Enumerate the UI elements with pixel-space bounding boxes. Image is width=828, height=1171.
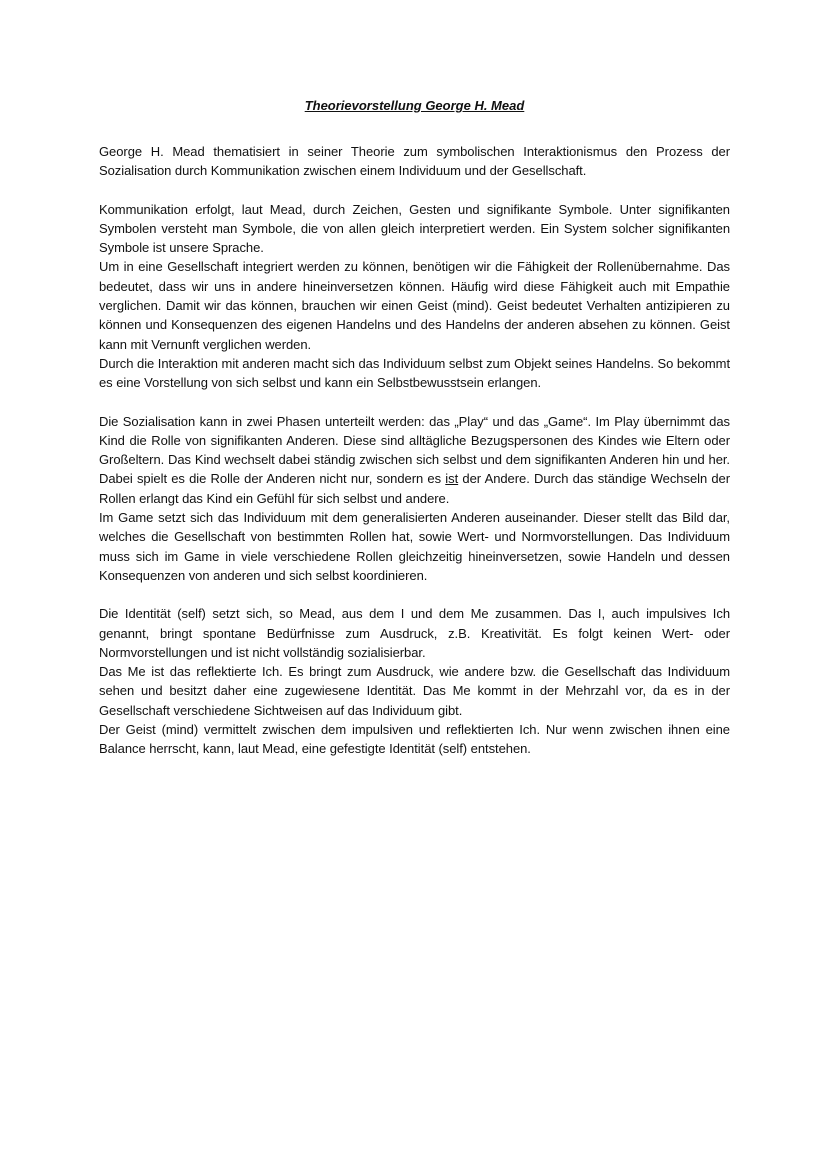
paragraph-communication-symbols: Kommunikation erfolgt, laut Mead, durch Zeichen, Gesten und signifikante Symbole. Unter signifikanten Symbolen versteht man Symbole, die von allen gleich interpretiert werden. Ein System solcher signifikanten Symbole ist unsere Sprache. [99, 201, 730, 256]
paragraph-socialization-play [99, 412, 730, 508]
paragraph-communication [99, 200, 730, 393]
play-text-end: der Andere. Durch das ständige Wechseln der Rollen erlangt das Kind ein Gefühl für sich selbst und andere. [99, 471, 731, 506]
paragraph-identity-me: Das Me ist das reflektierte Ich. Es bringt zum Ausdruck, wie andere bzw. die Gesellschaft das Individuum sehen und besitzt daher eine zugewiesene Identität. Das Me kommt in der Mehrzahl vor, da es in der Gesellschaft verschiedene Sichtweisen auf das Individuum gibt. [99, 664, 730, 718]
paragraph-socialization-game: Im Game setzt sich das Individuum mit dem generalisierten Anderen auseinander. Dieser stellt das Bild dar, welches die Gesellschaft von bestimmten Rollen hat, sowie Wert- und Normvorstellungen. Das Individuum muss sich im Game in viele verschiedene Rollen gleichzeitig hineinversetzen, sowie Handeln und dessen Konsequenzen von anderen und sich selbst koordinieren. [99, 510, 730, 583]
paragraph-identity [99, 604, 730, 758]
underlined-ist: ist [445, 471, 459, 487]
paragraph-intro-text: George H. Mead thematisiert in seiner Theorie zum symbolischen Interaktionismus den Prozess der Sozialisation durch Kommunikation zwischen einem Individuum und der Gesellschaft. [99, 144, 730, 179]
paragraph-socialization [99, 412, 730, 586]
document-title: Theorievorstellung George H. Mead [304, 98, 525, 113]
play-text-start: Die Sozialisation kann in zwei Phasen unterteilt werden: das „Play“ und das „Game“. Im Play übernimmt das Kind die Rolle von signifikanten Anderen. Diese sind alltägliche Bezugspersonen des Kindes wie Eltern oder Großeltern. Das Kind wechselt dabei ständig zwischen sich selbst und dem signifikanten Anderen hin und her. Dabei spielt es die Rolle der Anderen nicht nur, sondern es [99, 413, 730, 487]
paragraph-intro [99, 142, 730, 181]
paragraph-communication-role-taking: Um in eine Gesellschaft integriert werden zu können, benötigen wir die Fähigkeit der Rollenübernahme. Das bedeutet, dass wir uns in andere hineinversetzen können. Häufig wird diese Fähigkeit auch mit Empathie verglichen. Damit wir das können, brauchen wir einen Geist (mind). Geist bedeutet Verhalten antizipieren zu können und Konsequenzen des eigenen Handelns und des Handelns der anderen absehen zu können. Geist kann mit Vernunft verglichen werden. [99, 259, 730, 352]
paragraph-identity-mind: Der Geist (mind) vermittelt zwischen dem impulsiven und reflektierten Ich. Nur wenn zwischen ihnen eine Balance herrscht, kann, laut Mead, eine gefestigte Identität (self) entstehen. [99, 722, 730, 757]
paragraph-identity-i: Die Identität (self) setzt sich, so Mead, aus dem I und dem Me zusammen. Das I, auch impulsives Ich genannt, bringt spontane Bedürfnisse zum Ausdruck, z.B. Kreativität. Es folgt keinen Wert- oder Normvorstellungen und ist nicht vollständig sozialisierbar. [99, 606, 730, 660]
document-page [99, 96, 730, 778]
paragraph-communication-self: Durch die Interaktion mit anderen macht sich das Individuum selbst zum Objekt seines Handelns. So bekommt es eine Vorstellung von sich selbst und kann ein Selbstbewusstsein erlangen. [99, 355, 730, 391]
